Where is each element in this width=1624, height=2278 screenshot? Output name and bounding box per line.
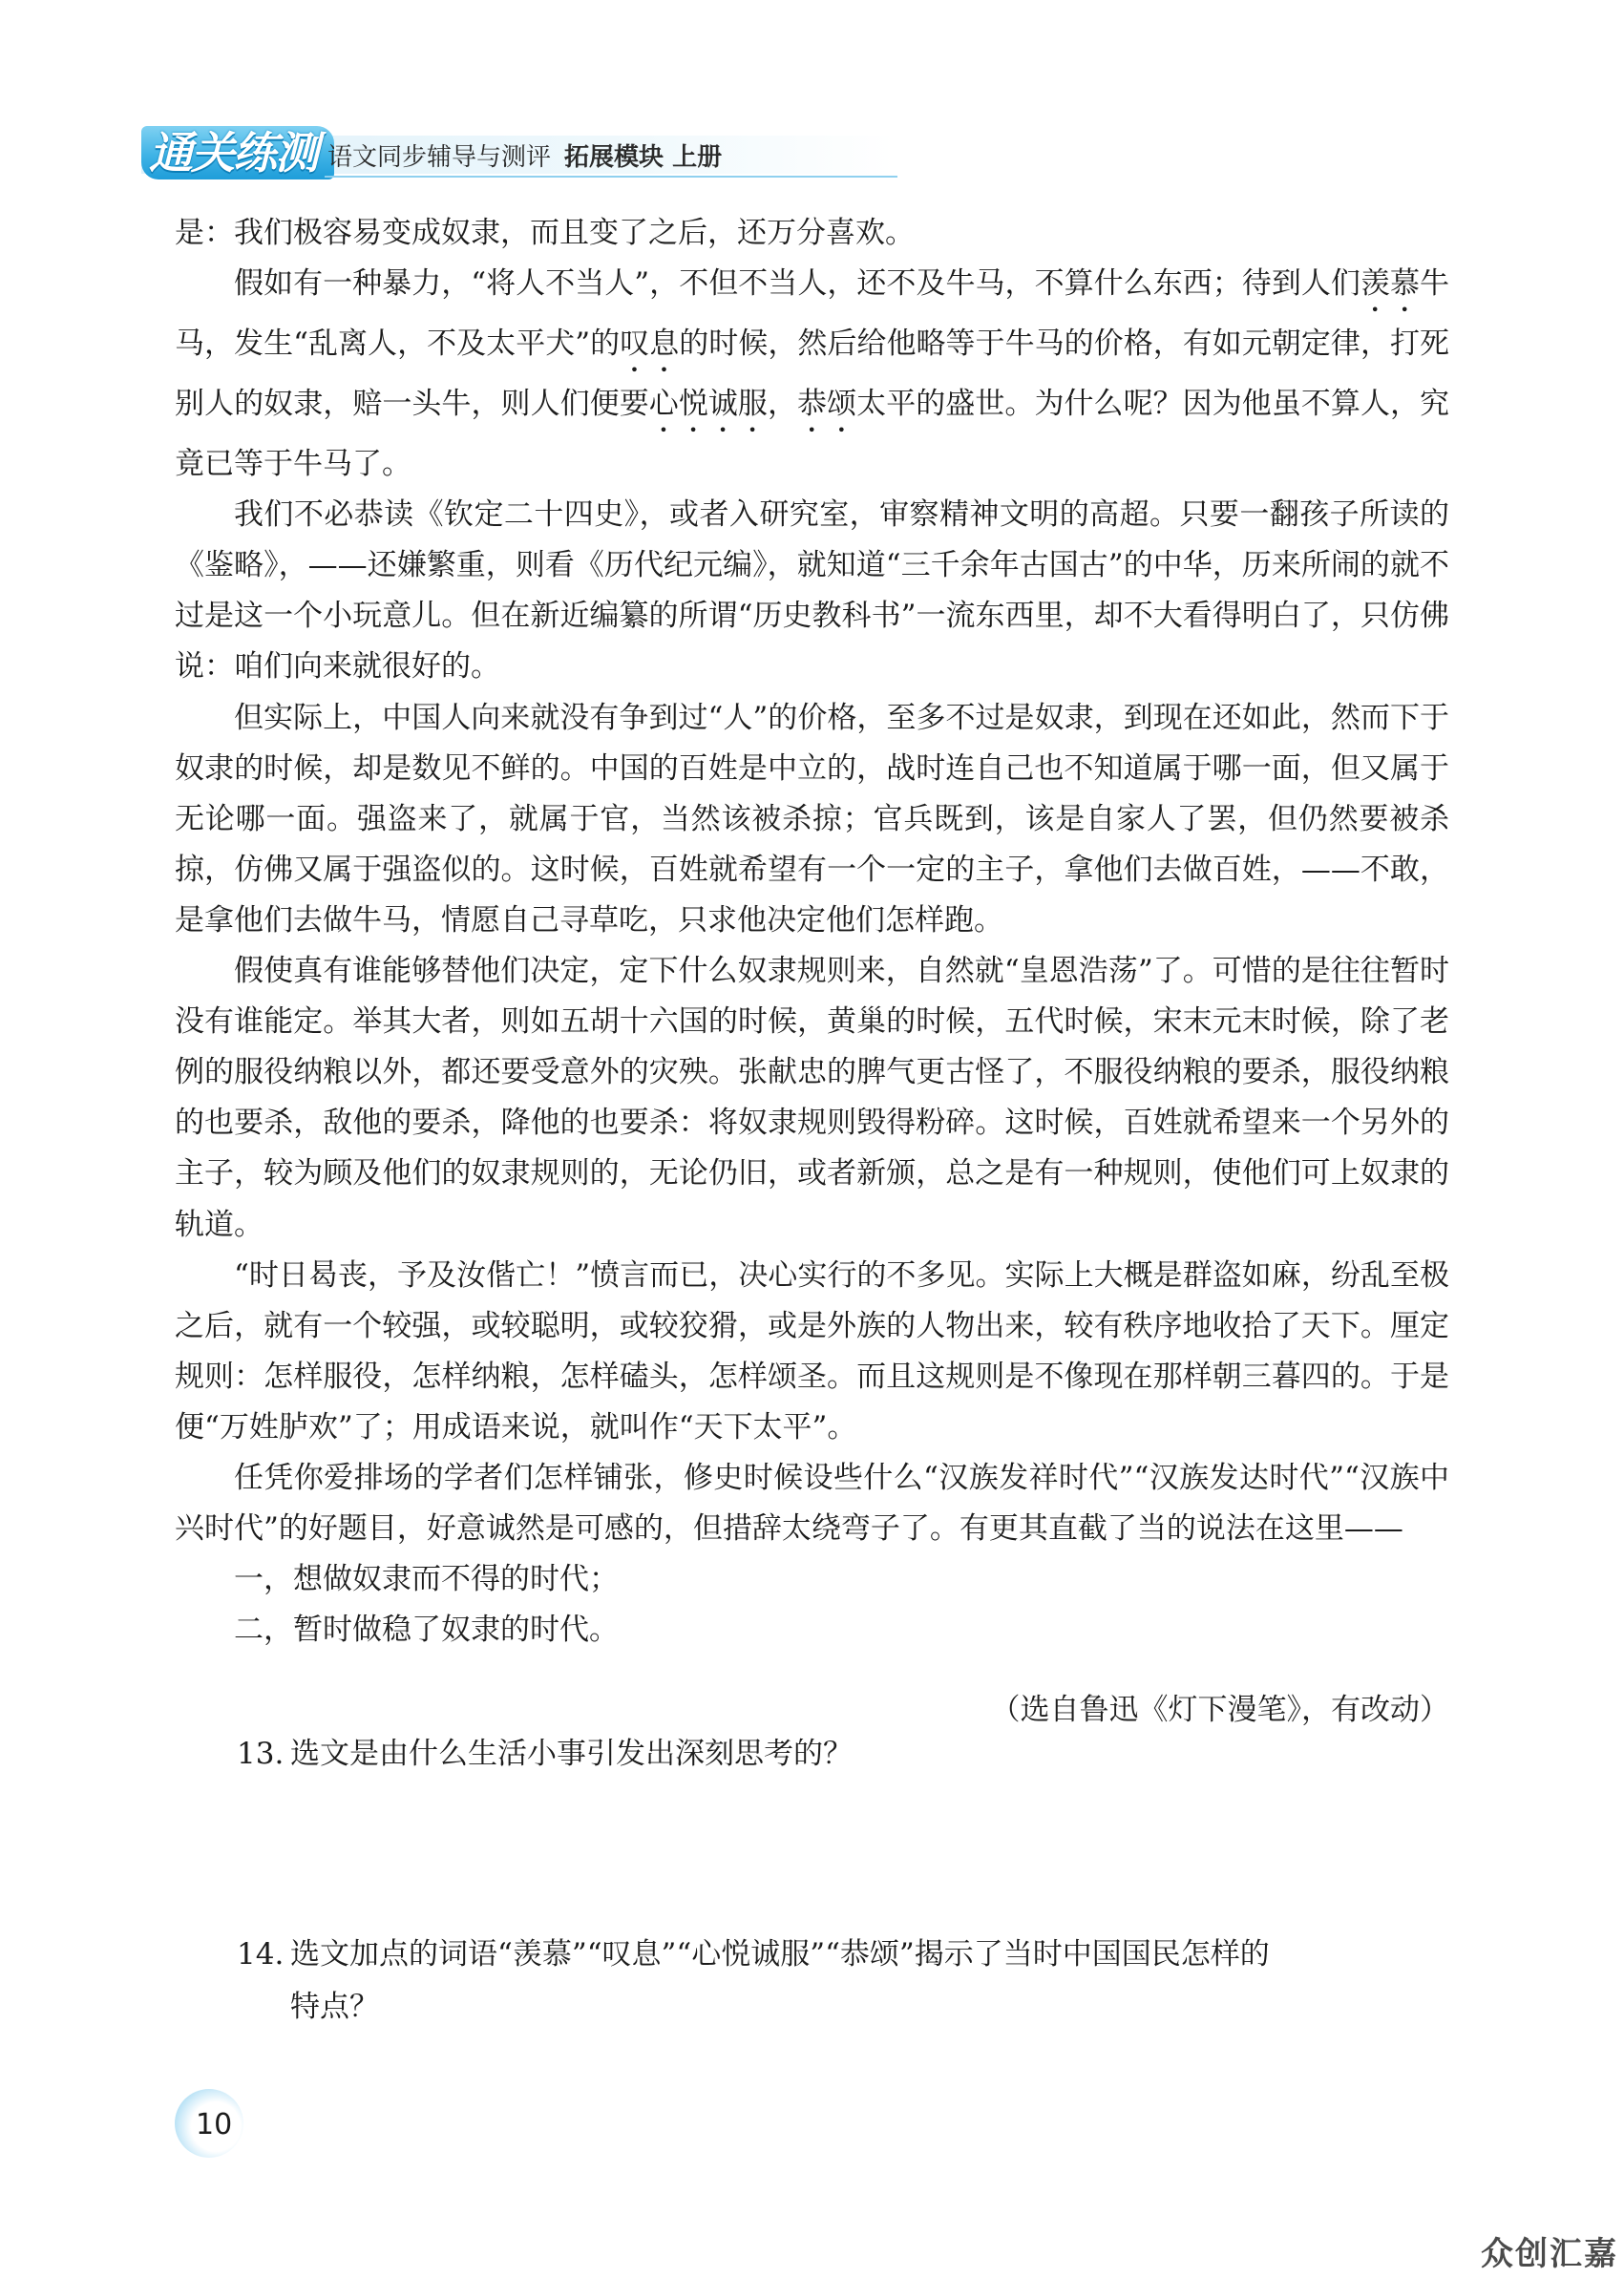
paragraph-with-dotted-words (175, 259, 1449, 490)
source-citation: （选自鲁迅《灯下漫笔》，有改动） (990, 1693, 1449, 1728)
question-number: 13. (237, 1737, 285, 1771)
page-number: 10 (196, 2108, 233, 2141)
page-header (141, 124, 896, 181)
series-logo: 通关练测 (141, 126, 334, 179)
question-text-continued: 特点？ (290, 1990, 379, 2024)
book-module: 拓展模块 上册 (564, 143, 723, 172)
paragraph: 但实际上，中国人向来就没有争到过“人”的价格，至多不过是奴隶，到现在还如此，然而下于奴隶的时候，却是数见不鲜的。中国的百姓是中立的，战时连自己也不知道属于哪一面，但又属于无论哪一面。强盗来了，就属于官，当然该被杀掠；官兵既到，该是自家人了罢，但仍然要被杀掠，仿佛又属于强盗似的。这时候，百姓就希望有一个一定的主子，拿他们去做百姓，——不敢，是拿他们去做牛马，情愿自己寻草吃，只求他决定他们怎样跑。 (175, 700, 1449, 938)
dotted-word: 羡慕 (1360, 266, 1421, 302)
watermark: 众创汇嘉 (1481, 2235, 1618, 2273)
page-number-badge (175, 2089, 243, 2158)
dotted-word: 恭颂 (797, 387, 857, 422)
text-run: 牛马，发生“乱离人，不及太平犬”的 (175, 266, 1450, 362)
paragraph: 假使真有谁能够替他们决定，定下什么奴隶规则来，自然就“皇恩浩荡”了。可惜的是往往暂时没有谁能定。举其大者，则如五胡十六国的时候，黄巢的时候，五代时候，宋末元末时候，除了老例的服役纳粮以外，都还要受意外的灾殃。张献忠的脾气更古怪了，不服役纳粮的要杀，服役纳粮的也要杀，敌他的要杀，降他的也要杀：将奴隶规则毁得粉碎。这时候，百姓就希望来一个另外的主子，较为顾及他们的奴隶规则的，无论仍旧，或者新颁，总之是有一种规则，使他们可上奴隶的轨道。 (175, 954, 1449, 1242)
book-title (327, 137, 722, 173)
list-item: 一，想做奴隶而不得的时代； (234, 1562, 619, 1597)
text-run: 假如有一种暴力，“将人不当人”，不但不当人，还不及牛马，不算什么东西；待到人们 (234, 266, 1360, 302)
book-subtitle: 语文同步辅导与测评 (327, 143, 552, 172)
paragraph: 是：我们极容易变成奴隶，而且变了之后，还万分喜欢。 (175, 216, 915, 250)
paragraph: 任凭你爱排场的学者们怎样铺张，修史时候设些什么“汉族发祥时代”“汉族发达时代”“汉族中兴时代”的好题目，好意诚然是可感的，但措辞太绕弯子了。有更其直截了当的说法在这里—— (175, 1460, 1449, 1547)
dotted-word: 叹息 (620, 327, 680, 362)
list-item: 二，暂时做稳了奴隶的时代。 (234, 1613, 619, 1648)
text-run: ， (767, 387, 798, 422)
text-run: 太平的盛世。 (856, 387, 1035, 422)
question-text: 选文加点的词语“羡慕”“叹息”“心悦诚服”“恭颂”揭示了当时中国国民怎样的 (290, 1937, 1270, 1972)
question-13 (237, 1728, 1449, 1781)
text-run: 的时候，然后给他略等于牛马的价格，有如元朝定律，打死别人的奴隶，赔一头牛，则人们便要 (175, 327, 1450, 422)
question-14 (237, 1929, 1449, 2034)
paragraph: 我们不必恭读《钦定二十四史》，或者入研究室，审察精神文明的高超。只要一翻孩子所读的《鉴略》，——还嫌繁重，则看《历代纪元编》，就知道“三千余年古国古”的中华，历来所闹的就不过是这一个小玩意儿。但在新近编纂的所谓“历史教科书”一流东西里，却不大看得明白了，只仿佛说：咱们向来就很好的。 (175, 497, 1449, 685)
question-number: 14. (237, 1937, 285, 1972)
paragraph: “时日曷丧，予及汝偕亡！”愤言而已，决心实行的不多见。实际上大概是群盗如麻，纷乱至极之后，就有一个较强，或较聪明，或较狡猾，或是外族的人物出来，较有秩序地收拾了天下。厘定规则：怎样服役，怎样纳粮，怎样磕头，怎样颂圣。而且这规则是不像现在那样朝三暮四的。于是便“万姓胪欢”了；用成语来说，就叫作“天下太平”。 (175, 1257, 1449, 1445)
dotted-word: 心悦诚服 (648, 387, 768, 422)
question-text: 选文是由什么生活小事引发出深刻思考的？ (290, 1737, 853, 1771)
header-rule (325, 176, 897, 178)
reading-passage (175, 208, 1449, 1765)
text-run: 为什么呢？因为他虽不算人，究竟已等于牛马了。 (175, 387, 1450, 482)
